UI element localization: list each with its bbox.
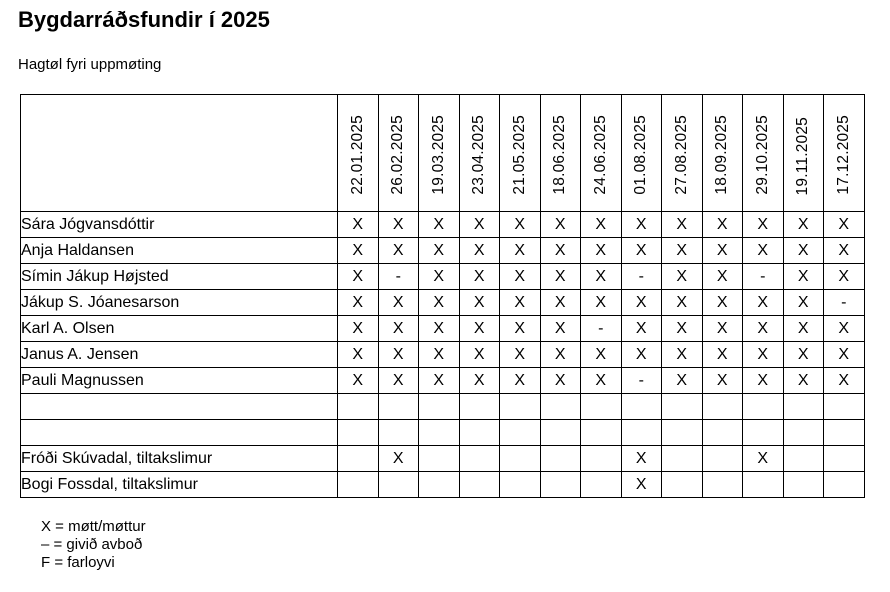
attendance-mark: X [338, 290, 379, 316]
attendance-mark: X [824, 264, 865, 290]
attendance-mark: X [662, 238, 703, 264]
attendance-mark: X [378, 316, 419, 342]
attendance-mark [419, 446, 460, 472]
date-header-cell [743, 95, 784, 212]
attendance-mark: X [702, 264, 743, 290]
attendance-mark: X [459, 212, 500, 238]
attendance-mark [702, 446, 743, 472]
attendance-mark: X [662, 264, 703, 290]
table-row [21, 342, 865, 368]
attendance-mark [419, 394, 460, 420]
attendance-mark: X [824, 368, 865, 394]
attendance-mark: X [702, 316, 743, 342]
meeting-date: 01.08.2025 [632, 115, 650, 195]
attendance-mark: X [500, 212, 541, 238]
attendance-mark: - [743, 264, 784, 290]
table-row [21, 212, 865, 238]
attendance-mark: X [419, 238, 460, 264]
attendance-mark [500, 446, 541, 472]
page-subtitle: Hagtøl fyri uppmøting [18, 56, 162, 73]
attendance-mark [338, 420, 379, 446]
header-row [21, 95, 865, 212]
attendance-mark [459, 394, 500, 420]
attendance-mark: X [702, 368, 743, 394]
attendance-mark: X [500, 264, 541, 290]
attendance-mark [783, 394, 824, 420]
attendance-mark: X [540, 264, 581, 290]
meeting-date: 22.01.2025 [348, 115, 366, 195]
date-header-cell [702, 95, 743, 212]
attendance-mark [581, 446, 622, 472]
attendance-mark: X [783, 238, 824, 264]
attendance-mark: X [338, 316, 379, 342]
attendance-mark: X [743, 316, 784, 342]
table-row [21, 238, 865, 264]
attendance-mark [378, 420, 419, 446]
attendance-mark: X [621, 212, 662, 238]
meeting-date: 21.05.2025 [510, 115, 528, 195]
attendance-mark: X [540, 342, 581, 368]
member-name: Janus A. Jensen [21, 342, 338, 368]
attendance-mark [824, 472, 865, 498]
member-name: Jákup S. Jóanesarson [21, 290, 338, 316]
legend-item-leave: F = farloyvi [41, 554, 115, 571]
page-title: Bygdarráðsfundir í 2025 [18, 7, 270, 32]
attendance-mark: X [500, 290, 541, 316]
member-name: Karl A. Olsen [21, 316, 338, 342]
attendance-mark [378, 472, 419, 498]
attendance-mark [338, 394, 379, 420]
attendance-mark [540, 420, 581, 446]
meeting-date: 23.04.2025 [470, 115, 488, 195]
attendance-mark: X [419, 212, 460, 238]
attendance-mark: X [783, 316, 824, 342]
attendance-mark: X [702, 238, 743, 264]
attendance-mark: - [621, 264, 662, 290]
attendance-mark [500, 420, 541, 446]
meeting-date: 19.03.2025 [429, 115, 447, 195]
attendance-mark: X [540, 238, 581, 264]
attendance-mark: X [702, 290, 743, 316]
date-header-cell [459, 95, 500, 212]
attendance-mark: X [378, 446, 419, 472]
legend-item-declined: – = givið avboð [41, 536, 143, 553]
meeting-date: 18.09.2025 [713, 115, 731, 195]
attendance-mark: X [783, 264, 824, 290]
attendance-mark: X [459, 290, 500, 316]
table-row [21, 472, 865, 498]
attendance-mark: X [824, 238, 865, 264]
table-row [21, 290, 865, 316]
table-row [21, 446, 865, 472]
table-row [21, 264, 865, 290]
member-name: Pauli Magnussen [21, 368, 338, 394]
attendance-mark [621, 394, 662, 420]
attendance-mark [459, 420, 500, 446]
attendance-mark: X [743, 212, 784, 238]
meeting-date: 27.08.2025 [672, 115, 690, 195]
attendance-mark [702, 420, 743, 446]
attendance-mark: X [500, 342, 541, 368]
date-header-cell [783, 95, 824, 212]
attendance-mark [419, 472, 460, 498]
attendance-mark [743, 394, 784, 420]
attendance-table [20, 94, 865, 498]
attendance-mark: X [540, 212, 581, 238]
date-header-cell [621, 95, 662, 212]
attendance-mark: X [500, 316, 541, 342]
legend-item-attended: X = møtt/møttur [41, 518, 146, 535]
attendance-mark: X [783, 290, 824, 316]
date-header-cell [662, 95, 703, 212]
attendance-mark: X [459, 264, 500, 290]
attendance-mark: X [621, 290, 662, 316]
date-header-cell [338, 95, 379, 212]
attendance-mark: X [338, 342, 379, 368]
attendance-mark: X [419, 290, 460, 316]
attendance-mark: X [743, 238, 784, 264]
attendance-mark [702, 394, 743, 420]
attendance-mark [581, 394, 622, 420]
legend [41, 518, 146, 572]
attendance-mark [540, 446, 581, 472]
attendance-mark [743, 472, 784, 498]
member-name: Sára Jógvansdóttir [21, 212, 338, 238]
date-header-cell [581, 95, 622, 212]
attendance-mark [783, 472, 824, 498]
attendance-mark [338, 446, 379, 472]
attendance-mark: X [824, 342, 865, 368]
attendance-mark [500, 472, 541, 498]
attendance-mark: X [621, 472, 662, 498]
attendance-mark: X [378, 368, 419, 394]
table-row [21, 368, 865, 394]
attendance-mark [581, 420, 622, 446]
attendance-mark: X [824, 212, 865, 238]
attendance-mark: X [824, 316, 865, 342]
attendance-mark: X [662, 368, 703, 394]
date-header-cell [378, 95, 419, 212]
attendance-mark [662, 446, 703, 472]
table-row [21, 316, 865, 342]
attendance-mark: X [581, 290, 622, 316]
member-name: Bogi Fossdal, tiltakslimur [21, 472, 338, 498]
attendance-mark: X [459, 238, 500, 264]
meeting-date: 19.11.2025 [794, 116, 812, 195]
attendance-mark: X [500, 368, 541, 394]
date-header-cell [500, 95, 541, 212]
attendance-mark [783, 446, 824, 472]
attendance-mark: X [662, 316, 703, 342]
attendance-mark: X [702, 342, 743, 368]
attendance-mark [581, 472, 622, 498]
attendance-mark: X [419, 342, 460, 368]
attendance-mark: X [378, 238, 419, 264]
attendance-mark: X [419, 264, 460, 290]
attendance-mark: X [581, 238, 622, 264]
attendance-mark: X [459, 316, 500, 342]
attendance-mark [824, 446, 865, 472]
attendance-mark: X [540, 316, 581, 342]
attendance-mark: - [824, 290, 865, 316]
member-name: Fróði Skúvadal, tiltakslimur [21, 446, 338, 472]
attendance-mark: - [621, 368, 662, 394]
attendance-mark [459, 472, 500, 498]
attendance-mark: X [743, 446, 784, 472]
attendance-mark [621, 420, 662, 446]
attendance-mark: X [783, 212, 824, 238]
attendance-mark: X [338, 212, 379, 238]
attendance-mark [702, 472, 743, 498]
attendance-mark [378, 394, 419, 420]
attendance-mark: X [378, 212, 419, 238]
attendance-mark: X [581, 368, 622, 394]
attendance-mark: X [783, 342, 824, 368]
attendance-mark [459, 446, 500, 472]
attendance-mark: X [621, 238, 662, 264]
meeting-date: 24.06.2025 [591, 115, 609, 195]
table-row [21, 394, 865, 420]
attendance-mark: X [378, 290, 419, 316]
member-name: Anja Haldansen [21, 238, 338, 264]
attendance-mark: X [621, 446, 662, 472]
meeting-date: 29.10.2025 [753, 115, 771, 195]
attendance-mark [662, 420, 703, 446]
attendance-mark: X [338, 238, 379, 264]
table-row [21, 420, 865, 446]
attendance-mark [338, 472, 379, 498]
attendance-mark: X [419, 368, 460, 394]
attendance-mark: - [581, 316, 622, 342]
attendance-mark: X [743, 342, 784, 368]
attendance-mark: X [662, 342, 703, 368]
date-header-cell [824, 95, 865, 212]
attendance-mark: X [581, 264, 622, 290]
attendance-mark: X [743, 368, 784, 394]
attendance-mark [783, 420, 824, 446]
attendance-mark [824, 420, 865, 446]
header-corner-cell [21, 95, 338, 212]
attendance-mark: X [581, 212, 622, 238]
attendance-mark [540, 472, 581, 498]
date-header-cell [540, 95, 581, 212]
attendance-mark [419, 420, 460, 446]
member-name: Símin Jákup Højsted [21, 264, 338, 290]
attendance-mark [500, 394, 541, 420]
attendance-mark: - [378, 264, 419, 290]
attendance-mark: X [540, 368, 581, 394]
attendance-mark: X [459, 368, 500, 394]
attendance-mark: X [581, 342, 622, 368]
member-name [21, 420, 338, 446]
attendance-mark: X [338, 368, 379, 394]
attendance-mark: X [783, 368, 824, 394]
attendance-mark [662, 394, 703, 420]
attendance-mark: X [662, 290, 703, 316]
member-name [21, 394, 338, 420]
attendance-mark: X [621, 342, 662, 368]
attendance-mark: X [459, 342, 500, 368]
date-header-cell [419, 95, 460, 212]
attendance-mark: X [662, 212, 703, 238]
attendance-mark: X [621, 316, 662, 342]
attendance-mark: X [702, 212, 743, 238]
attendance-mark [743, 420, 784, 446]
attendance-mark [540, 394, 581, 420]
attendance-mark: X [540, 290, 581, 316]
attendance-mark: X [419, 316, 460, 342]
meeting-date: 17.12.2025 [834, 115, 852, 195]
attendance-mark: X [743, 290, 784, 316]
attendance-mark [824, 394, 865, 420]
attendance-mark [662, 472, 703, 498]
attendance-mark: X [378, 342, 419, 368]
attendance-mark: X [500, 238, 541, 264]
attendance-mark: X [338, 264, 379, 290]
meeting-date: 26.02.2025 [389, 115, 407, 195]
meeting-date: 18.06.2025 [551, 115, 569, 195]
